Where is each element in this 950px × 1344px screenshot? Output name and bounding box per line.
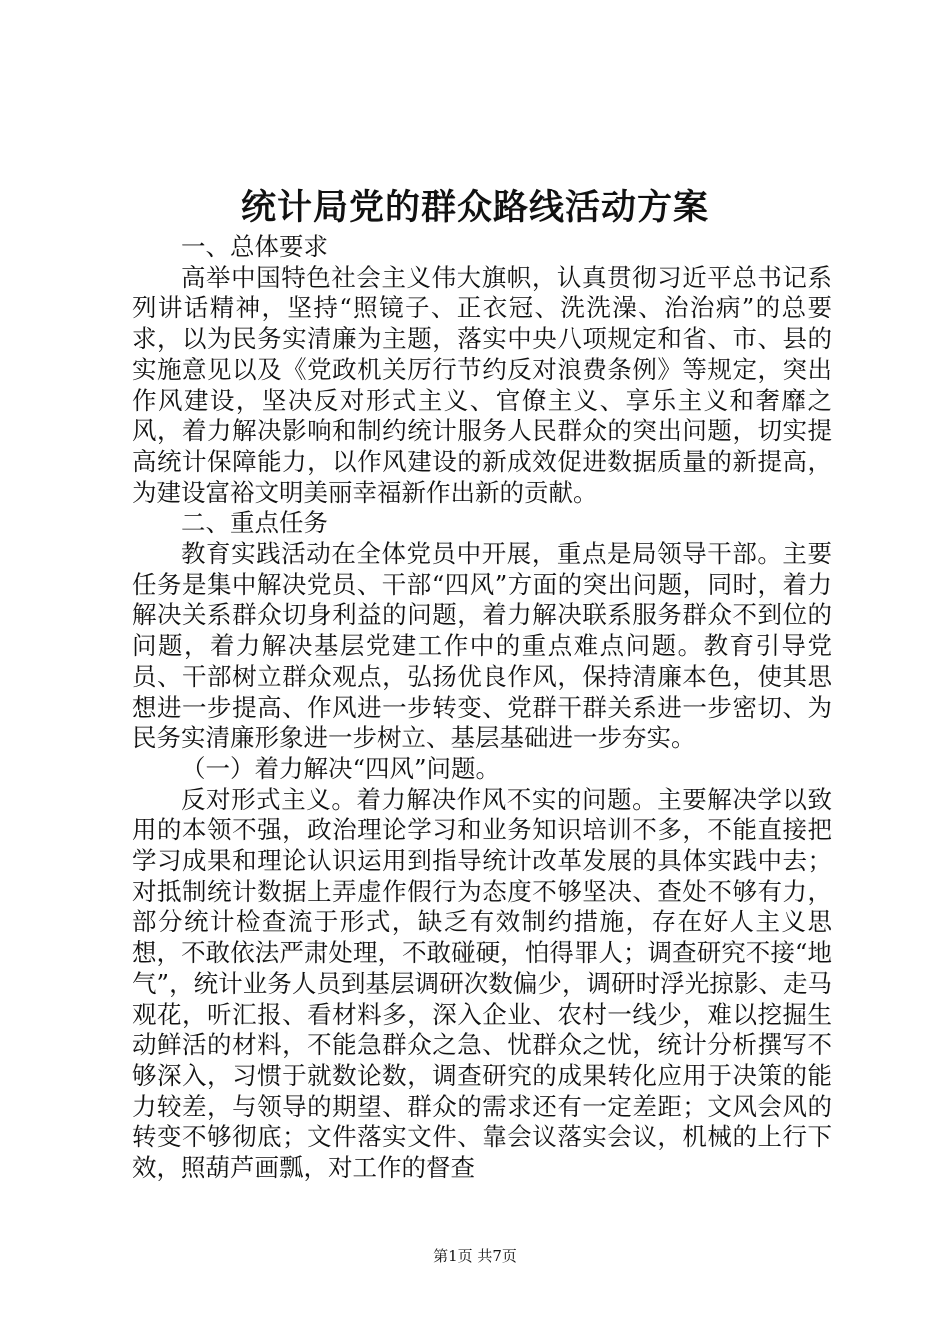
body-paragraph: 反对形式主义。着力解决作风不实的问题。主要解决学以致用的本领不强，政治理论学习和业务知识培训不多，不能直接把学习成果和理论认识运用到指导统计改革发展的具体实践中去；对抵制统计数据上弄虚作假行为态度不够坚决、查处不够有力，部分统计检查流于形式，缺乏有效制约措施，存在好人主义思想，不敢依法严肃处理，不敢碰硬，怕得罪人；调查研究不接“地气”，统计业务人员到基层调研次数偏少，调研时浮光掠影、走马观花，听汇报、看材料多，深入企业、农村一线少，难以挖掘生动鲜活的材料，不能急群众之急、忧群众之忧，统计分析撰写不够深入，习惯于就数论数，调查研究的成果转化应用于决策的能力较差，与领导的期望、群众的需求还有一定差距；文风会风的转变不够彻底；文件落实文件、靠会议落实会议，机械的上行下效，照葫芦画瓢，对工作的督查 — [132, 784, 832, 1183]
document-title: 统计局党的群众路线活动方案 — [240, 188, 709, 228]
section-heading: 二、重点任务 — [181, 508, 328, 538]
page-number-footer: 第1页 共7页 — [433, 1247, 517, 1265]
body-paragraph: 高举中国特色社会主义伟大旗帜，认真贯彻习近平总书记系列讲话精神，坚持“照镜子、正衣冠、洗洗澡、治治病”的总要求，以为民务实清廉为主题，落实中央八项规定和省、市、县的实施意见以及《党政机关厉行节约反对浪费条例》等规定，突出作风建设，坚决反对形式主义、官僚主义、享乐主义和奢靡之风，着力解决影响和制约统计服务人民群众的突出问题，切实提高统计保障能力，以作风建设的新成效促进数据质量的新提高，为建设富裕文明美丽幸福新作出新的贡献。 — [132, 262, 832, 507]
subsection-heading: （一）着力解决“四风”问题。 — [181, 753, 501, 783]
document-body — [132, 232, 832, 1184]
body-paragraph: 教育实践活动在全体党员中开展，重点是局领导干部。主要任务是集中解决党员、干部“四风”方面的突出问题，同时，着力解决关系群众切身利益的问题，着力解决联系服务群众不到位的问题，着力解决基层党建工作中的重点难点问题。教育引导党员、干部树立群众观点，弘扬优良作风，保持清廉本色，使其思想进一步提高、作风进一步转变、党群干群关系进一步密切、为民务实清廉形象进一步树立、基层基础进一步夯实。 — [132, 539, 832, 753]
section-heading: 一、总体要求 — [181, 232, 328, 261]
